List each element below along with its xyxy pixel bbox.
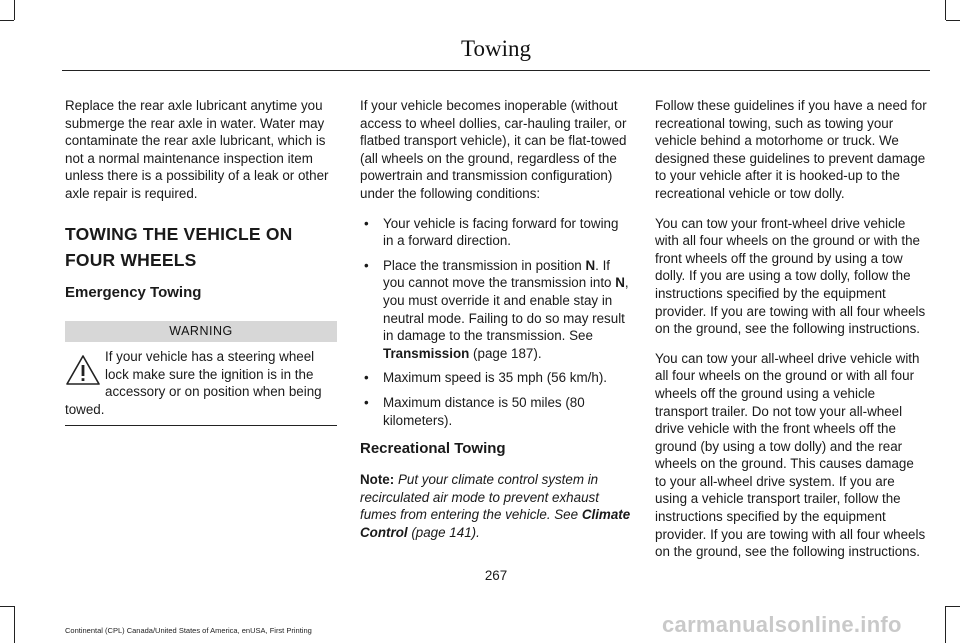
crop-mark: [0, 606, 14, 607]
crop-mark: [945, 0, 946, 20]
flat-tow-paragraph: If your vehicle becomes inoperable (without access to wheel dollies, car-hauling trailer, or flatbed transport vehicle), it can be flat-towed (all wheels on the ground, regardless of the powertrain and transmission configuration) under the following conditions:: [360, 98, 627, 201]
page-title: Towing: [461, 36, 531, 61]
section-heading: TOWING THE VEHICLE ON FOUR WHEELS: [65, 223, 293, 270]
footer-text: Continental (CPL) Canada/United States of America, enUSA, First Printing: [65, 626, 312, 635]
note-text: Put your climate control system in recirculated air mode to prevent exhaust fumes from entering the vehicle. See: [360, 472, 599, 523]
note-paragraph: [360, 471, 632, 541]
crop-mark: [14, 606, 15, 643]
list-item-text: . If you cannot move the transmission into: [383, 257, 616, 291]
climate-control-link[interactable]: Climate Control: [360, 507, 631, 540]
warning-triangle-icon: [65, 354, 101, 386]
column-left: [65, 97, 337, 426]
warning-text: If your vehicle has a steering wheel lock make sure the ignition is in the accessory or on position when being towed.: [65, 349, 322, 417]
neutral-position: N: [585, 257, 596, 273]
page-number: 267: [484, 568, 508, 583]
list-item-text: , you must override it and enable stay in neutral mode. Failing to do so may result in damage to the transmission. See: [383, 275, 629, 344]
header-divider: [62, 70, 930, 71]
guidelines-paragraph: Follow these guidelines if you have a need for recreational towing, such as towing your vehicle behind a motorhome or truck. We designed these guidelines to prevent damage to your vehicle after it is hooked-up to the recreational vehicle or tow dolly.: [655, 98, 927, 201]
transmission-link[interactable]: Transmission: [383, 345, 470, 361]
list-item: • Your vehicle is facing forward for towing in a forward direction.: [360, 215, 632, 250]
neutral-position: N: [615, 275, 625, 291]
page-reference: (page 141).: [407, 524, 480, 540]
crop-mark: [14, 0, 15, 20]
warning-label: WARNING: [65, 321, 337, 343]
emergency-towing-heading: Emergency Towing: [65, 283, 202, 301]
list-item: • Maximum speed is 35 mph (56 km/h).: [360, 369, 632, 387]
crop-mark: [946, 606, 960, 607]
crop-mark: [0, 20, 14, 21]
towing-conditions-list: [360, 215, 632, 430]
page-reference: (page 187).: [469, 345, 542, 361]
recreational-towing-heading: Recreational Towing: [360, 440, 506, 458]
list-item-text: Place the transmission in position: [383, 257, 586, 273]
warning-box: [65, 348, 337, 425]
front-wheel-drive-paragraph: You can tow your front-wheel drive vehicle with all four wheels on the ground or with the front wheels off the ground by using a tow dolly. If you are using a tow dolly, follow the instructions specified by the equipment provider. If you are towing with all four wheels on the ground, see the following instructions.: [655, 215, 926, 337]
note-label: Note:: [360, 472, 395, 488]
list-item: [360, 257, 632, 363]
crop-mark: [946, 20, 960, 21]
column-right: [655, 97, 927, 573]
rear-axle-paragraph: Replace the rear axle lubricant anytime you submerge the rear axle in water. Water may contaminate the rear axle lubricant, which is not a normal maintenance inspection item unless there is a possibility of a leak or other axle repair is required.: [65, 98, 329, 201]
column-middle: [360, 97, 632, 553]
crop-mark: [945, 606, 946, 643]
watermark: carmanualsonline.info: [662, 612, 902, 637]
all-wheel-drive-paragraph: You can tow your all-wheel drive vehicle with all four wheels on the ground or with all four wheels off the ground using a vehicle transport trailer. Do not tow your all-wheel drive vehicle with the front wheels off the ground (by using a tow dolly) and the rear wheels on the ground. This causes damage to your all-wheel drive system. If you are using a vehicle transport trailer, follow the instructions specified by the equipment provider. If you are towing with all four wheels on the ground, see the following instructions.: [655, 350, 926, 560]
list-item: • Maximum distance is 50 miles (80 kilometers).: [360, 394, 632, 429]
